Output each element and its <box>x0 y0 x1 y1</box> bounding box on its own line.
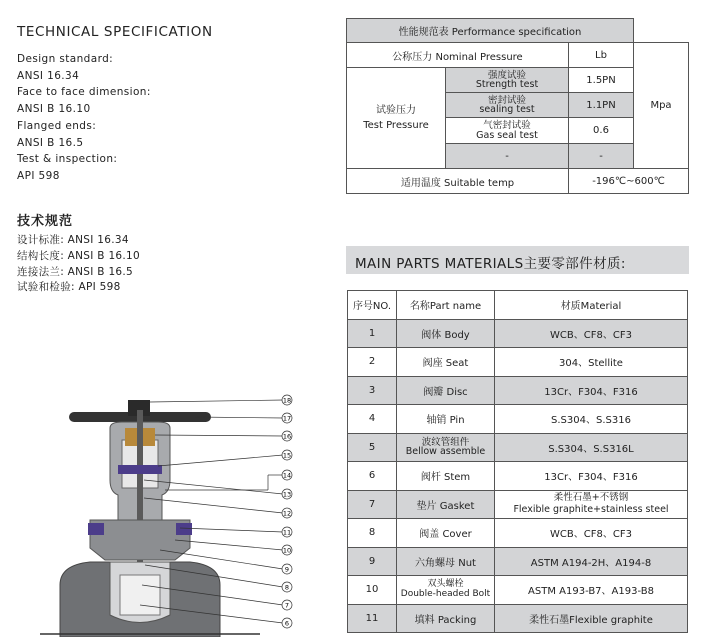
row-material: ASTM A194-2H、A194-8 <box>495 547 688 576</box>
nominal-pressure-value: Lb <box>569 43 634 68</box>
header-material: 材质Material <box>495 291 688 320</box>
row-no: 9 <box>348 547 397 576</box>
table-row <box>348 519 688 548</box>
spec-line: Test & inspection: <box>17 153 118 166</box>
row-no: 8 <box>348 519 397 548</box>
temp-label: 适用温度 Suitable temp <box>347 169 569 194</box>
callout-label: 14 <box>282 471 292 480</box>
spec-line: Face to face dimension: <box>17 86 151 99</box>
test-name-en: Strength test <box>475 79 539 90</box>
row-material: 13Cr、F304、F316 <box>495 462 688 491</box>
table-row <box>348 462 688 491</box>
row-part: 垫片 Gasket <box>397 490 495 519</box>
test-name <box>446 68 569 93</box>
row-material: ASTM A193-B7、A193-B8 <box>495 576 688 605</box>
row-material: 304、Stellite <box>495 348 688 377</box>
callout-label: 18 <box>282 396 292 405</box>
row-no: 7 <box>348 490 397 519</box>
test-pressure-cn: 试验压力 <box>376 105 416 116</box>
row-no: 2 <box>348 348 397 377</box>
table-row <box>348 319 688 348</box>
callout-label: 15 <box>282 451 292 460</box>
row-part: 六角螺母 Nut <box>397 547 495 576</box>
row-material: WCB、CF8、CF3 <box>495 319 688 348</box>
callout-label: 12 <box>282 509 292 518</box>
header-no: 序号NO. <box>348 291 397 320</box>
header-part: 名称Part name <box>397 291 495 320</box>
cn-spec-lines <box>17 233 140 296</box>
test-name-cn: 强度试验 <box>487 69 526 81</box>
test-name: - <box>446 144 569 169</box>
table-row <box>348 433 688 462</box>
row-material: S.S304、S.S316 <box>495 405 688 434</box>
materials-table <box>347 290 688 633</box>
row-part-cn: 波纹管组件 <box>421 436 470 448</box>
row-part: 阀座 Seat <box>397 348 495 377</box>
callout-label: 9 <box>284 565 290 574</box>
performance-title: 性能规范表 Performance specification <box>347 19 634 43</box>
row-material-cn: 柔性石墨+不锈钢 <box>553 492 629 504</box>
table-row <box>348 348 688 377</box>
row-material <box>495 490 688 519</box>
test-name-cn: 密封试验 <box>487 94 526 106</box>
unit-cell: Mpa <box>634 43 689 169</box>
row-material: 13Cr、F304、F316 <box>495 376 688 405</box>
callout-label: 17 <box>282 414 292 423</box>
cn-spec-title: 技术规范 <box>17 214 74 229</box>
test-name-en: sealing test <box>479 104 535 115</box>
callout-label: 16 <box>282 432 292 441</box>
cn-spec-line: 结构长度: ANSI B 16.10 <box>17 249 141 262</box>
cn-spec-line: 连接法兰: ANSI B 16.5 <box>17 265 134 278</box>
spec-line: Flanged ends: <box>17 119 97 132</box>
callout-label: 10 <box>282 546 292 555</box>
row-no: 1 <box>348 319 397 348</box>
table-row <box>348 604 688 633</box>
spec-line: ANSI B 16.5 <box>17 136 84 149</box>
spec-line: API 598 <box>17 169 60 182</box>
row-part: 阀瓣 Disc <box>397 376 495 405</box>
row-material-en: Flexible graphite+stainless steel <box>513 504 669 516</box>
table-row <box>348 405 688 434</box>
row-part: 阀杆 Stem <box>397 462 495 491</box>
row-part: 阀体 Body <box>397 319 495 348</box>
technical-spec-lines <box>17 51 151 185</box>
row-part-cn: 双头螺栓 <box>427 579 464 590</box>
test-value: - <box>569 144 634 169</box>
row-material: WCB、CF8、CF3 <box>495 519 688 548</box>
table-row <box>348 547 688 576</box>
test-pressure-label <box>347 68 446 169</box>
technical-spec-title: TECHNICAL SPECIFICATION <box>17 24 213 40</box>
row-part-en: Double-headed Bolt <box>400 588 491 599</box>
row-no: 5 <box>348 433 397 462</box>
spec-line: ANSI B 16.10 <box>17 103 91 116</box>
row-no: 6 <box>348 462 397 491</box>
test-name-cn: 气密封试验 <box>483 120 531 131</box>
row-no: 4 <box>348 405 397 434</box>
test-name <box>446 93 569 118</box>
row-part: 阀盖 Cover <box>397 519 495 548</box>
row-part-en: Bellow assemble <box>405 446 486 458</box>
row-no: 11 <box>348 604 397 633</box>
callout-label: 11 <box>282 528 292 537</box>
test-value: 1.5PN <box>569 68 634 93</box>
table-row <box>348 576 688 605</box>
row-material: S.S304、S.S316L <box>495 433 688 462</box>
test-value: 0.6 <box>569 118 634 144</box>
test-value: 1.1PN <box>569 93 634 118</box>
cn-spec-line: 设计标准: ANSI 16.34 <box>17 234 129 246</box>
row-part: 轴销 Pin <box>397 405 495 434</box>
materials-title: MAIN PARTS MATERIALS主要零部件材质: <box>355 256 626 272</box>
row-no: 3 <box>348 376 397 405</box>
callout-label: 6 <box>284 619 290 628</box>
test-name <box>446 118 569 144</box>
callout-label: 13 <box>282 490 292 499</box>
test-pressure-en: Test Pressure <box>363 120 429 131</box>
table-row <box>348 376 688 405</box>
table-row <box>348 490 688 519</box>
row-no: 10 <box>348 576 397 605</box>
row-part <box>397 576 495 605</box>
spec-line: ANSI 16.34 <box>17 69 80 82</box>
spec-line: Design standard: <box>17 53 114 65</box>
callout-label: 7 <box>284 601 290 610</box>
callout-label: 8 <box>284 583 290 592</box>
test-name-en: Gas seal test <box>476 129 538 141</box>
valve-section-drawing <box>0 380 300 637</box>
cn-spec-line: 试验和检验: API 598 <box>17 281 121 294</box>
temp-value: -196℃~600℃ <box>569 169 689 194</box>
nominal-pressure-label: 公称压力 Nominal Pressure <box>347 43 569 68</box>
row-part: 填料 Packing <box>397 604 495 633</box>
row-part <box>397 433 495 462</box>
nut-icon <box>176 523 192 535</box>
nut-icon <box>88 523 104 535</box>
row-material: 柔性石墨Flexible graphite <box>495 604 688 633</box>
performance-table <box>346 18 689 194</box>
